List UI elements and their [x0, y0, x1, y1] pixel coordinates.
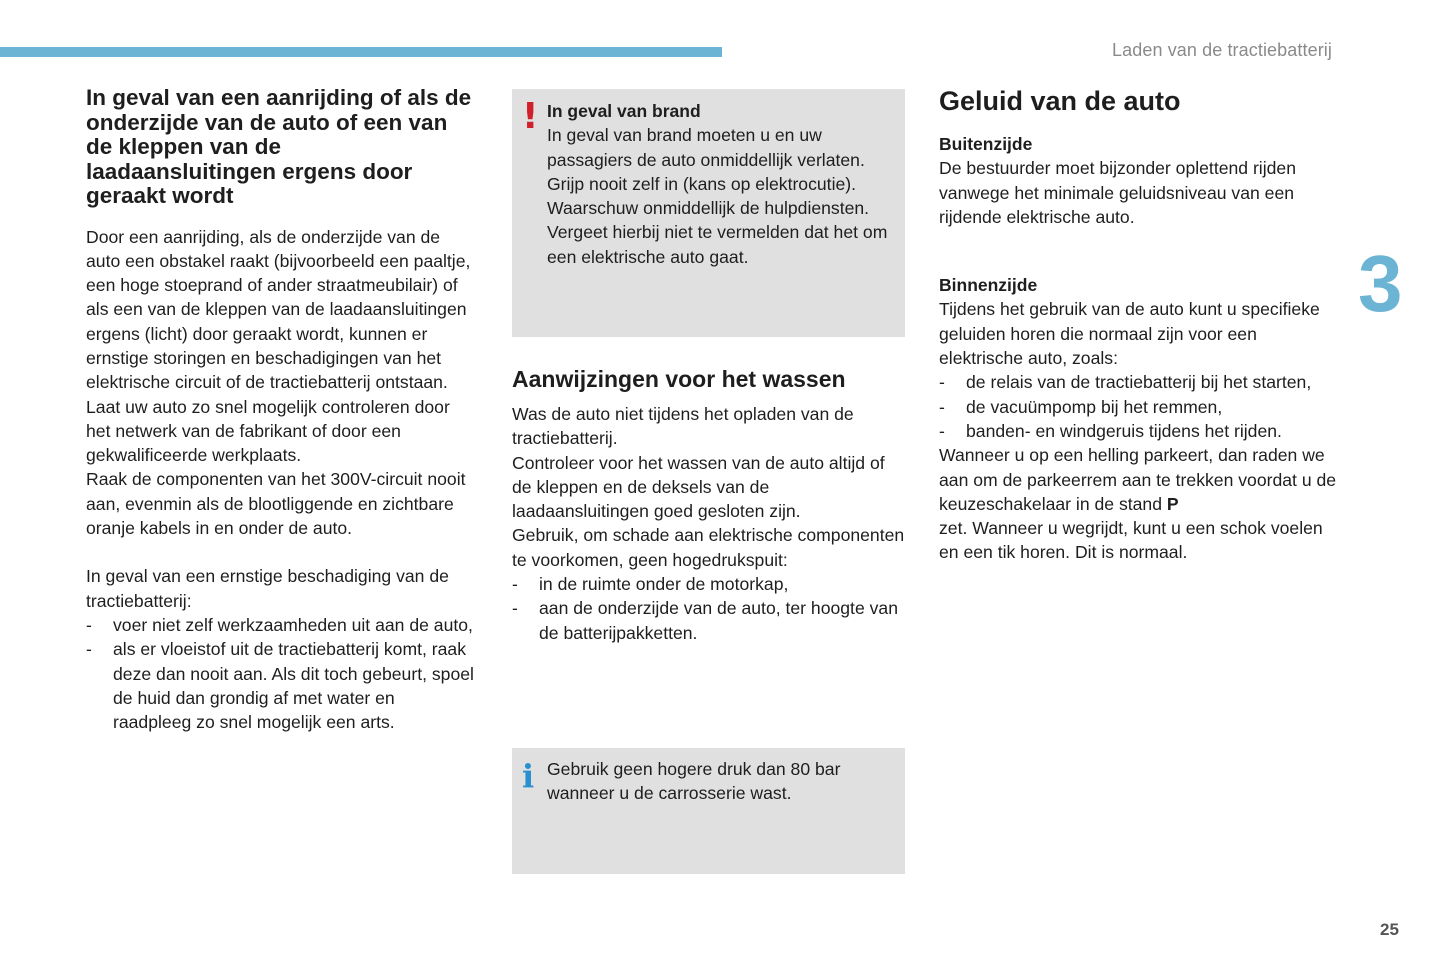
- collision-heading: In geval van een aanrijding of als de onderzijde van de auto of een van de kleppen van de laadaansluitingen ergens door geraakt wordt: [86, 85, 472, 208]
- inside-text: Tijdens het gebruik van de auto kunt u specifieke geluiden horen die normaal zijn voor een elektrische auto, zoals:: [939, 299, 1320, 369]
- gear-position-p: P: [1166, 493, 1179, 514]
- list-item: - als er vloeistof uit de tractiebatterij komt, raak deze dan nooit aan. Als dit toch gebeurt, spoel de huid dan grondig af met water en raadpleeg zo snel mogelijk een arts.: [86, 637, 476, 734]
- fire-warning-title: In geval van brand: [547, 101, 701, 121]
- fire-warning-text: In geval van brand moeten u en uw passagiers de auto onmiddellijk verlaten. Grijp nooit zelf in (kans op elektrocutie). Waarschuw onmiddellijk de hulpdiensten. Vergeet hierbij niet te vermelden dat het om een elektrische auto gaat.: [547, 125, 888, 267]
- page-number: 25: [1380, 920, 1399, 939]
- list-item: - in de ruimte onder de motorkap,: [512, 572, 905, 596]
- exclamation-icon: !: [522, 96, 539, 137]
- washing-paragraph-1: Was de auto niet tijdens het opladen van de tractiebatterij.: [512, 404, 854, 449]
- washing-list: [512, 572, 905, 645]
- list-item: - banden- en windgeruis tijdens het rijden.: [939, 419, 1339, 443]
- sound-heading: Geluid van de auto: [939, 86, 1181, 116]
- column-washing: [512, 89, 905, 804]
- washing-paragraph-3: Gebruik, om schade aan elektrische componenten te voorkomen, geen hogedrukspuit:: [512, 525, 905, 570]
- washing-paragraph-2: Controleer voor het wassen van de auto altijd of de kleppen en de deksels van de laadaansluitingen goed gesloten zijn.: [512, 452, 885, 522]
- list-item: - aan de onderzijde van de auto, ter hoogte van de batterijpakketten.: [512, 596, 905, 645]
- collision-paragraph-3: In geval van een ernstige beschadiging van de tractiebatterij:: [86, 566, 449, 611]
- inside-title: Binnenzijde: [939, 275, 1038, 296]
- parking-text-after: zet. Wanneer u wegrijdt, kunt u een schok voelen en een tik horen. Dit is normaal.: [939, 518, 1323, 563]
- chapter-number: 3: [1358, 239, 1403, 328]
- collision-list: [86, 613, 476, 734]
- parking-paragraph: [939, 443, 1339, 564]
- fire-warning-box: [512, 89, 905, 337]
- list-item: - voer niet zelf werkzaamheden uit aan de auto,: [86, 613, 476, 637]
- running-header-title: Laden van de tractiebatterij: [1112, 40, 1332, 60]
- info-icon: i: [522, 757, 535, 795]
- outside-text: De bestuurder moet bijzonder oplettend rijden vanwege het minimale geluidsniveau van een rijdende elektrische auto.: [939, 158, 1296, 227]
- washing-heading: Aanwijzingen voor het wassen: [512, 366, 846, 392]
- column-sound: [939, 84, 1339, 565]
- parking-text-before: Wanneer u op een helling parkeert, dan raden we aan om de parkeerrem aan te trekken voordat u de keuzeschakelaar in de stand: [939, 445, 1337, 514]
- column-collision: [86, 86, 476, 734]
- sound-list: [939, 370, 1339, 443]
- pressure-info-text: Gebruik geen hogere druk dan 80 bar wanneer u de carrosserie wast.: [547, 759, 841, 804]
- pressure-info-box: [512, 748, 905, 874]
- header-accent-bar: [0, 47, 722, 57]
- collision-paragraph-1: Door een aanrijding, als de onderzijde van de auto een obstakel raakt (bijvoorbeeld een paaltje, een hoge stoeprand of ander straatmeubilair) of als een van de kleppen van de laadaansluitingen ergens (licht) door geraakt wordt, kunnen er ernstige storingen en beschadigingen van het elektrische circuit of de tractiebatterij ontstaan. Laat uw auto zo snel mogelijk controleren door het netwerk van de fabrikant of door een gekwalificeerde werkplaats.: [86, 226, 471, 466]
- list-item: - de relais van de tractiebatterij bij het starten,: [939, 370, 1339, 394]
- list-item: - de vacuümpomp bij het remmen,: [939, 395, 1339, 419]
- outside-title: Buitenzijde: [939, 134, 1033, 154]
- collision-paragraph-2: Raak de componenten van het 300V-circuit nooit aan, evenmin als de blootliggende en zichtbare oranje kabels in en onder de auto.: [86, 469, 466, 539]
